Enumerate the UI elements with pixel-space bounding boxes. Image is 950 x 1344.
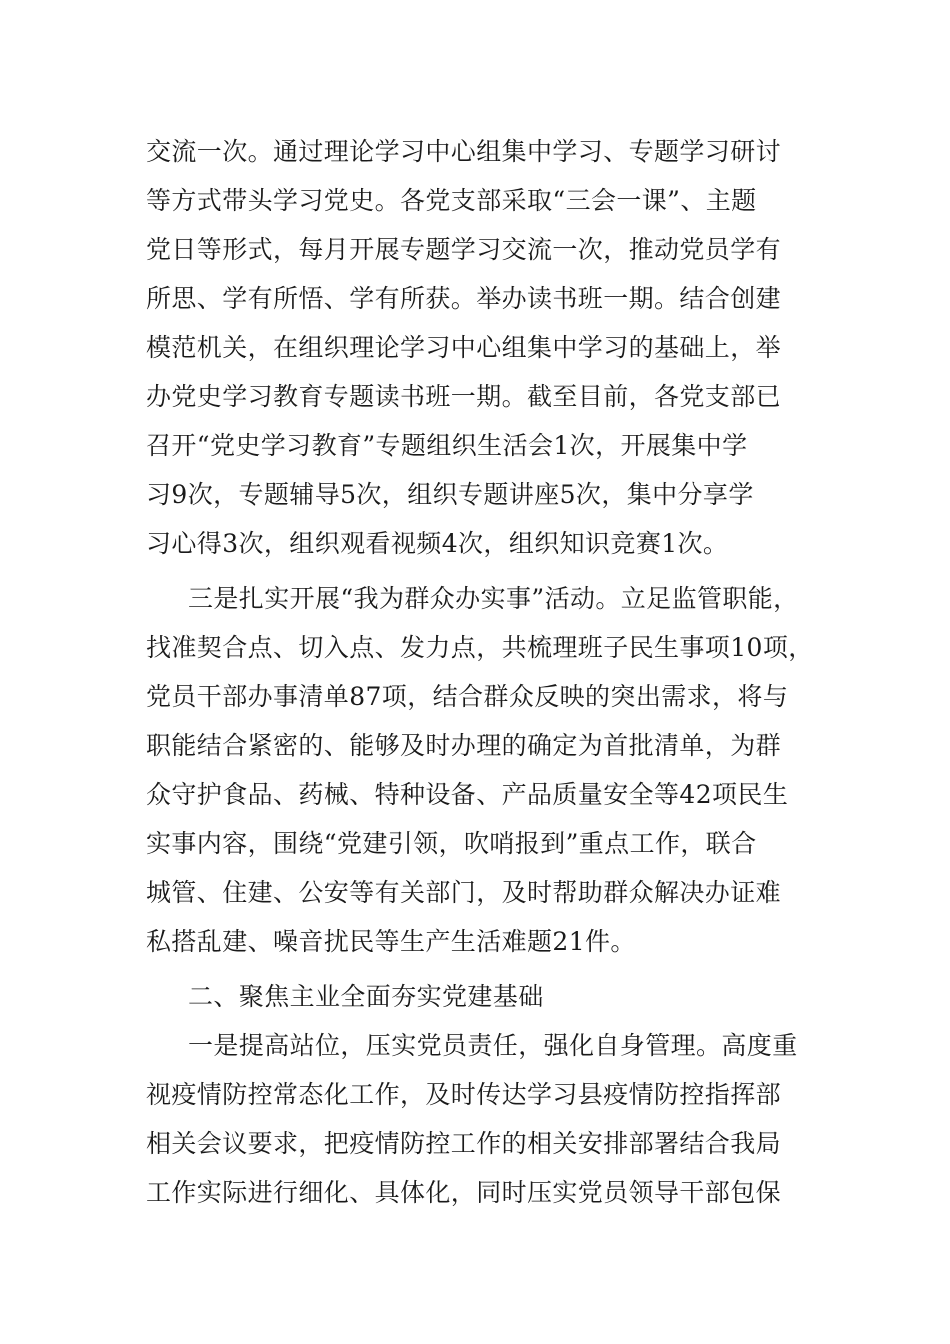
text-line: 党员干部办事清单87项，结合群众反映的突出需求，将与 xyxy=(146,682,789,711)
text-line: 党日等形式，每月开展专题学习交流一次，推动党员学有 xyxy=(146,235,782,264)
section-heading: 二、聚焦主业全面夯实党建基础 xyxy=(188,982,544,1011)
paragraph-start-line: 三是扎实开展“我为群众办实事”活动。立足监管职能， xyxy=(188,584,799,613)
text-line: 找准契合点、切入点、发力点，共梳理班子民生事项10项， xyxy=(146,633,814,662)
text-line: 交流一次。通过理论学习中心组集中学习、专题学习研讨 xyxy=(146,137,782,166)
text-line: 相关会议要求，把疫情防控工作的相关安排部署结合我局 xyxy=(146,1129,782,1158)
text-line: 所思、学有所悟、学有所获。举办读书班一期。结合创建 xyxy=(146,284,782,313)
text-line: 城管、住建、公安等有关部门，及时帮助群众解决办证难 xyxy=(146,878,782,907)
text-line: 视疫情防控常态化工作，及时传达学习县疫情防控指挥部 xyxy=(146,1080,782,1109)
text-line: 工作实际进行细化、具体化，同时压实党员领导干部包保 xyxy=(146,1178,782,1207)
text-line: 习9次，专题辅导5次，组织专题讲座5次，集中分享学 xyxy=(146,480,754,509)
text-line: 召开“党史学习教育”专题组织生活会1次，开展集中学 xyxy=(146,431,748,460)
text-line: 众守护食品、药械、特种设备、产品质量安全等42项民生 xyxy=(146,780,789,809)
text-line: 习心得3次，组织观看视频4次，组织知识竞赛1次。 xyxy=(146,529,729,558)
text-line: 模范机关，在组织理论学习中心组集中学习的基础上，举 xyxy=(146,333,782,362)
text-line: 办党史学习教育专题读书班一期。截至目前，各党支部已 xyxy=(146,382,782,411)
text-line: 职能结合紧密的、能够及时办理的确定为首批清单，为群 xyxy=(146,731,782,760)
text-line: 实事内容，围绕“党建引领，吹哨报到”重点工作，联合 xyxy=(146,829,757,858)
text-line: 等方式带头学习党史。各党支部采取“三会一课”、主题 xyxy=(146,186,757,215)
text-line: 私搭乱建、噪音扰民等生产生活难题21件。 xyxy=(146,927,636,956)
paragraph-start-line: 一是提高站位，压实党员责任，强化自身管理。高度重 xyxy=(188,1031,798,1060)
